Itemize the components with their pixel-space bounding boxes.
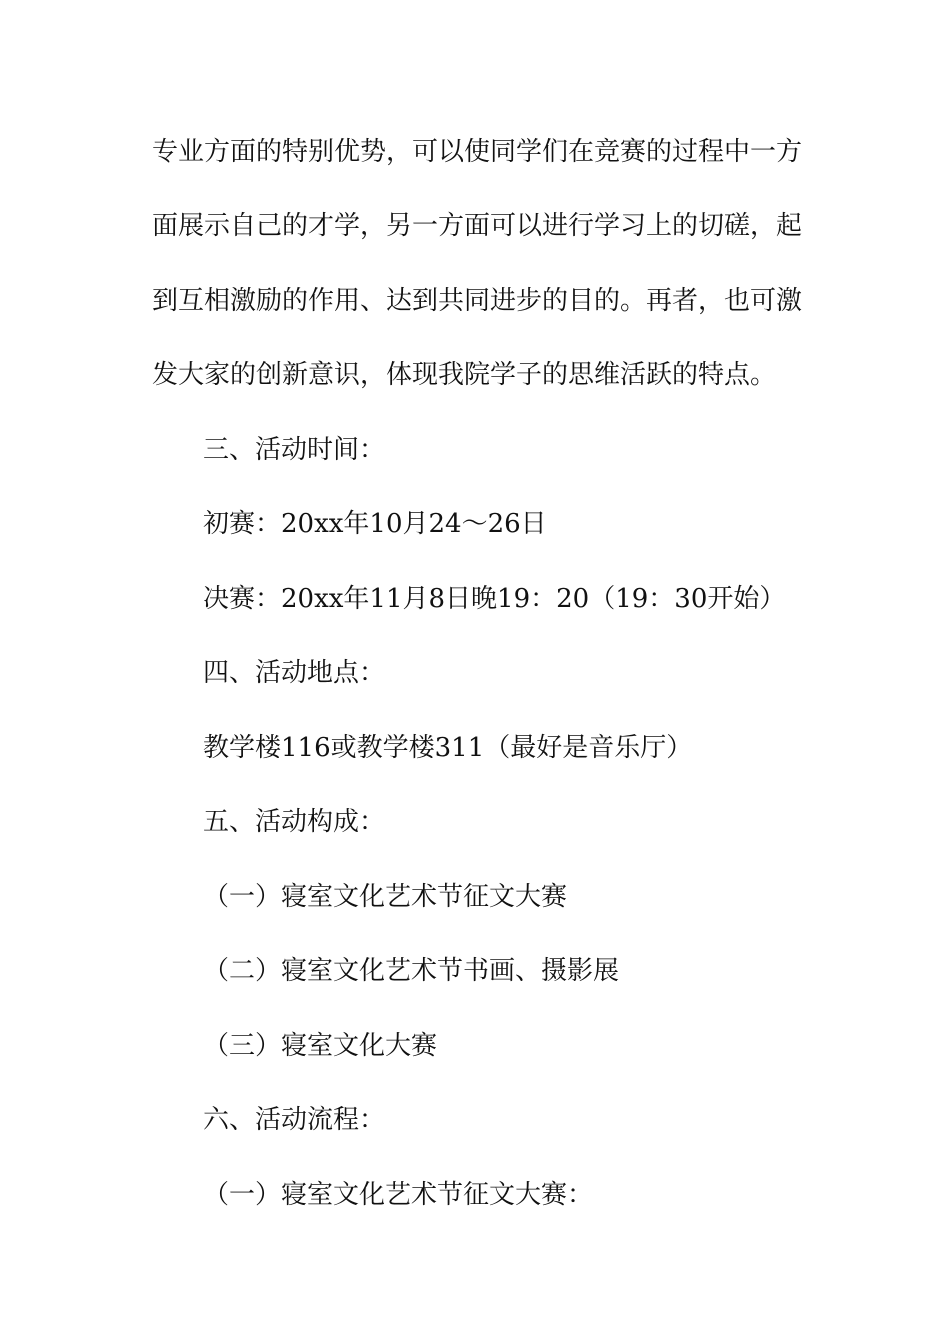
composition-heading: 五、活动构成： xyxy=(203,807,386,837)
process-item-1: （一）寝室文化艺术节征文大赛： xyxy=(203,1180,594,1210)
final-date: 决赛：20xx年11月8日晚19：20（19：30开始） xyxy=(203,584,786,614)
paragraph-line-4: 发大家的创新意识，体现我院学子的思维活跃的特点。 xyxy=(152,360,777,390)
paragraph-line-2: 面展示自己的才学，另一方面可以进行学习上的切磋，起 xyxy=(152,211,803,241)
composition-item-3: （三）寝室文化大赛 xyxy=(203,1031,438,1061)
place-heading: 四、活动地点： xyxy=(203,658,386,688)
time-heading: 三、活动时间： xyxy=(203,435,386,465)
prelim-date: 初赛：20xx年10月24～26日 xyxy=(203,509,547,539)
place-text: 教学楼116或教学楼311（最好是音乐厅） xyxy=(203,733,693,763)
process-heading: 六、活动流程： xyxy=(203,1105,386,1135)
composition-item-1: （一）寝室文化艺术节征文大赛 xyxy=(203,882,568,912)
paragraph-line-3: 到互相激励的作用、达到共同进步的目的。再者，也可激 xyxy=(152,286,803,316)
paragraph-line-1: 专业方面的特别优势，可以使同学们在竞赛的过程中一方 xyxy=(152,137,803,167)
composition-item-2: （二）寝室文化艺术节书画、摄影展 xyxy=(203,956,620,986)
